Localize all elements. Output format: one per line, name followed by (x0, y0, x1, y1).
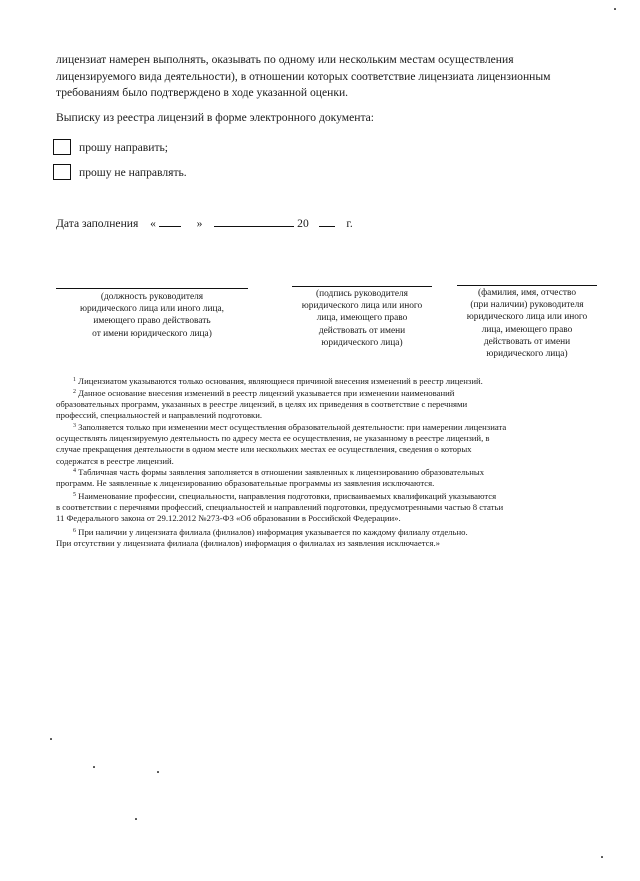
footnote-mark: 5 (73, 492, 76, 498)
scan-speck (135, 818, 137, 820)
footnote-3 (56, 422, 588, 467)
checkbox-not-send[interactable] (53, 164, 71, 180)
fill-date-label: Дата заполнения (56, 217, 139, 230)
day-blank[interactable] (159, 215, 181, 227)
date-close-quote: » (196, 217, 203, 230)
year-suffix: г. (346, 217, 353, 230)
caption-line: (фамилия, имя, отчество (477, 288, 577, 298)
caption-line: от имени юридического лица) (92, 328, 212, 339)
intro-line: лицензиат намерен выполнять, оказывать по одному или нескольким местам осуществления (56, 53, 514, 66)
extract-label: Выписку из реестра лицензий в форме электронного документа: (56, 111, 375, 124)
footnote-line: образовательных программ, указанных в реестре лицензий, в целях их приведения в соответствие с перечнями (56, 399, 468, 410)
scan-speck (601, 856, 603, 858)
intro-line: лицензируемого вида деятельности), в отношении которых соответствие лицензиата лицензионным (56, 69, 551, 83)
caption-line: действовать от имени (483, 336, 571, 347)
footnote-line: осуществлять лицензируемую деятельность по адресу места ее осуществления, не указанному в реестре лицензий, в (56, 433, 490, 444)
caption-line: действовать от имени (318, 325, 406, 336)
checkbox-send[interactable] (53, 139, 71, 155)
footnote-line: программ. Не заявленные к лицензированию образовательные программы из заявления исключаются. (56, 478, 435, 489)
footnote-1 (56, 376, 588, 387)
option-not-send[interactable] (53, 164, 187, 180)
footnote-mark: 6 (73, 528, 76, 534)
caption-line: лица, имеющего право (316, 313, 408, 324)
footnote-line: Данное основание внесения изменений в реестр лицензий указывается при изменении наименований (78, 388, 455, 398)
intro-line: требованиям было подтверждено в ходе указанной оценки. (56, 86, 349, 99)
footnote-line: случае прекращения деятельности в одном месте или нескольких местах ее осуществления, сведения о которых (56, 444, 472, 455)
footnote-line: в соответствии с перечнями профессий, специальностей и направлений подготовки, предусмотренными частью 8 статьи (56, 502, 504, 513)
footnote-6 (56, 527, 588, 549)
intro-paragraph (56, 52, 584, 102)
date-open-quote: « (150, 217, 156, 230)
signature-line-name[interactable] (457, 285, 597, 286)
caption-line: юридического лица или иного лица, (79, 304, 225, 315)
footnote-mark: 2 (73, 389, 76, 395)
scan-speck (614, 8, 616, 10)
caption-line: юридического лица) (321, 337, 403, 348)
footnote-line: Табличная часть формы заявления заполняется в отношении заявленных к лицензированию образовательных (78, 467, 485, 477)
footnote-2 (56, 388, 588, 422)
signature-caption-sign (287, 288, 437, 349)
footnote-mark: 4 (73, 468, 76, 474)
footnote-line: Лицензиатом указываются только основания, являющиеся причиной внесения изменений в реестр лицензий. (78, 376, 483, 386)
option-send[interactable] (53, 139, 168, 155)
signature-line-position[interactable] (56, 288, 248, 289)
footnote-mark: 1 (73, 377, 76, 383)
caption-line: юридического лица или иного (466, 312, 588, 323)
footnote-line: Заполняется только при изменении мест осуществления образовательной деятельности: при намерении лицензиата (78, 422, 507, 432)
footnote-line: Наименование профессии, специальности, направления подготовки, присваиваемых квалификаций указываются (78, 491, 497, 501)
signature-caption-name (452, 287, 602, 360)
footnote-line: 11 Федерального закона от 29.12.2012 №273-ФЗ «Об образовании в Российской Федерации». (56, 513, 401, 524)
year-prefix: 20 (297, 217, 309, 230)
month-blank[interactable] (214, 215, 294, 227)
option-not-send-label: прошу не направлять. (79, 165, 187, 179)
caption-line: (при наличии) руководителя (470, 300, 584, 311)
caption-line: лица, имеющего право (481, 324, 573, 335)
caption-line: (подпись руководителя (316, 289, 408, 299)
caption-line: имеющего право действовать (93, 316, 211, 327)
scan-speck (50, 738, 52, 740)
footnote-5 (56, 491, 588, 525)
option-send-label: прошу направить; (79, 140, 169, 154)
scan-speck (157, 771, 159, 773)
year-blank[interactable] (319, 215, 335, 227)
footnote-line: При наличии у лицензиата филиала (филиалов) информация указывается по каждому филиалу отдельно. (78, 527, 468, 537)
footnote-mark: 3 (73, 423, 76, 429)
footnote-line: профессий, специальностей и направлений подготовки. (56, 410, 263, 421)
signature-caption-position (62, 291, 242, 340)
caption-line: юридического лица) (486, 349, 568, 360)
fill-date-row (56, 215, 353, 230)
scan-speck (93, 766, 95, 768)
footnote-4 (56, 467, 588, 489)
footnote-line: При отсутствии у лицензиата филиала (филиалов) информация о филиалах из заявления исключается.» (56, 538, 440, 549)
caption-line: юридического лица или иного (301, 301, 423, 312)
footnote-line: содержатся в реестре лицензий. (56, 455, 174, 466)
caption-line: (должность руководителя (100, 292, 204, 302)
signature-line-sign[interactable] (292, 286, 432, 287)
